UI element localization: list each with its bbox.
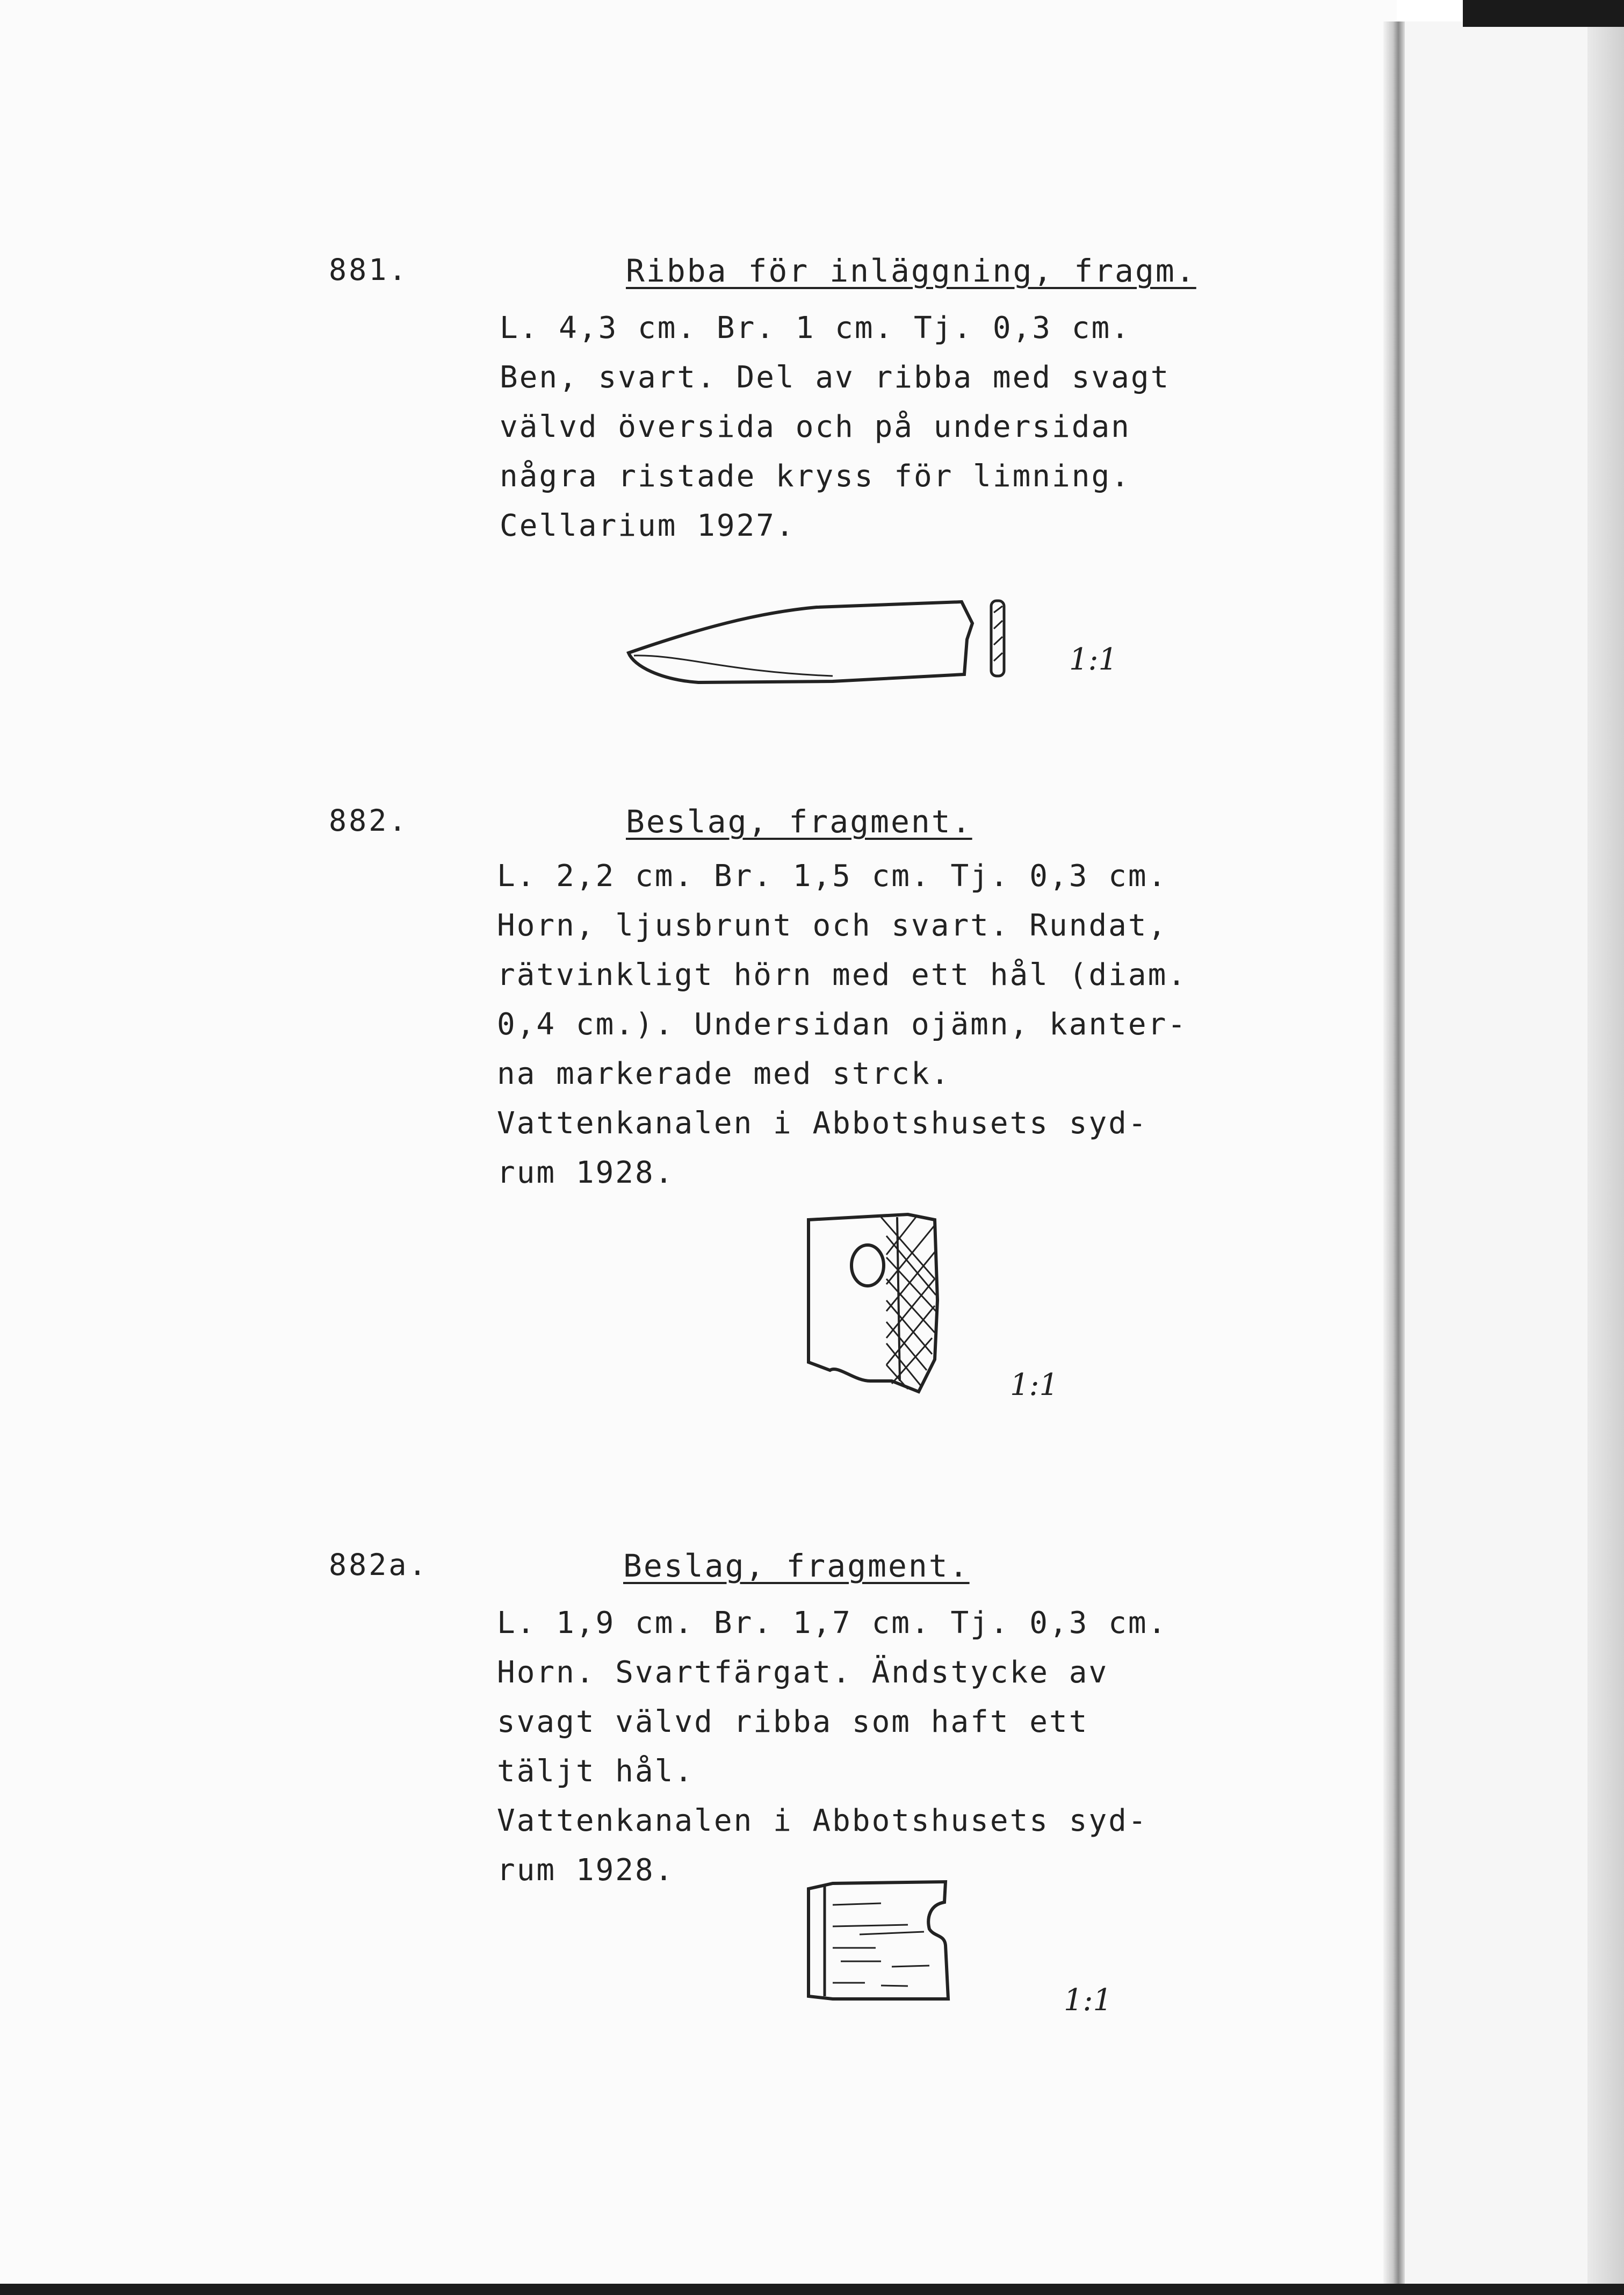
- description-line: rum 1928.: [497, 1155, 675, 1190]
- fitting-corner-sketch: [800, 1204, 951, 1408]
- scale-label: 1:1: [1064, 1983, 1113, 2018]
- entry-description: [497, 852, 1187, 1198]
- description-line: rum 1928.: [497, 1853, 675, 1888]
- description-line: Vattenkanalen i Abbotshusets syd-: [497, 1106, 1148, 1141]
- end-piece-sketch: [800, 1875, 962, 2010]
- entry-description: [500, 304, 1170, 551]
- description-line: välvd översida och på undersidan: [500, 409, 1131, 444]
- description-line: L. 4,3 cm. Br. 1 cm. Tj. 0,3 cm.: [500, 311, 1131, 346]
- entry-number: 882a.: [329, 1548, 429, 1582]
- scan-top-border: [227, 0, 1624, 8]
- scale-label: 1:1: [1010, 1368, 1059, 1402]
- scan-margin: [1587, 0, 1624, 2295]
- description-line: några ristade kryss för limning.: [500, 459, 1131, 494]
- entry-description: [497, 1599, 1167, 1895]
- entry-number: 882.: [329, 803, 409, 838]
- description-line: L. 1,9 cm. Br. 1,7 cm. Tj. 0,3 cm.: [497, 1606, 1168, 1641]
- description-line: täljt hål.: [497, 1754, 695, 1789]
- description-line: Horn, ljusbrunt och svart. Rundat,: [497, 908, 1168, 943]
- description-line: Cellarium 1927.: [500, 508, 796, 543]
- description-line: svagt välvd ribba som haft ett: [497, 1704, 1089, 1739]
- description-line: Horn. Svartfärgat. Ändstycke av: [497, 1655, 1109, 1690]
- entry-number: 881.: [329, 253, 409, 287]
- entry-title: Beslag, fragment.: [623, 1548, 970, 1584]
- description-line: rätvinkligt hörn med ett hål (diam.: [497, 958, 1188, 992]
- scan-bottom-border: [0, 2284, 1624, 2295]
- rib-fragment-sketch: [618, 591, 1048, 699]
- description-line: 0,4 cm.). Undersidan ojämn, kanter-: [497, 1007, 1188, 1042]
- entry-title: Ribba för inläggning, fragm.: [626, 253, 1196, 289]
- description-line: Ben, svart. Del av ribba med svagt: [500, 360, 1171, 395]
- page-binding-shadow: [1383, 21, 1405, 2295]
- scale-label: 1:1: [1069, 642, 1118, 677]
- description-line: na markerade med strck.: [497, 1056, 951, 1091]
- description-line: Vattenkanalen i Abbotshusets syd-: [497, 1803, 1148, 1838]
- description-line: L. 2,2 cm. Br. 1,5 cm. Tj. 0,3 cm.: [497, 859, 1168, 894]
- entry-title: Beslag, fragment.: [626, 803, 972, 840]
